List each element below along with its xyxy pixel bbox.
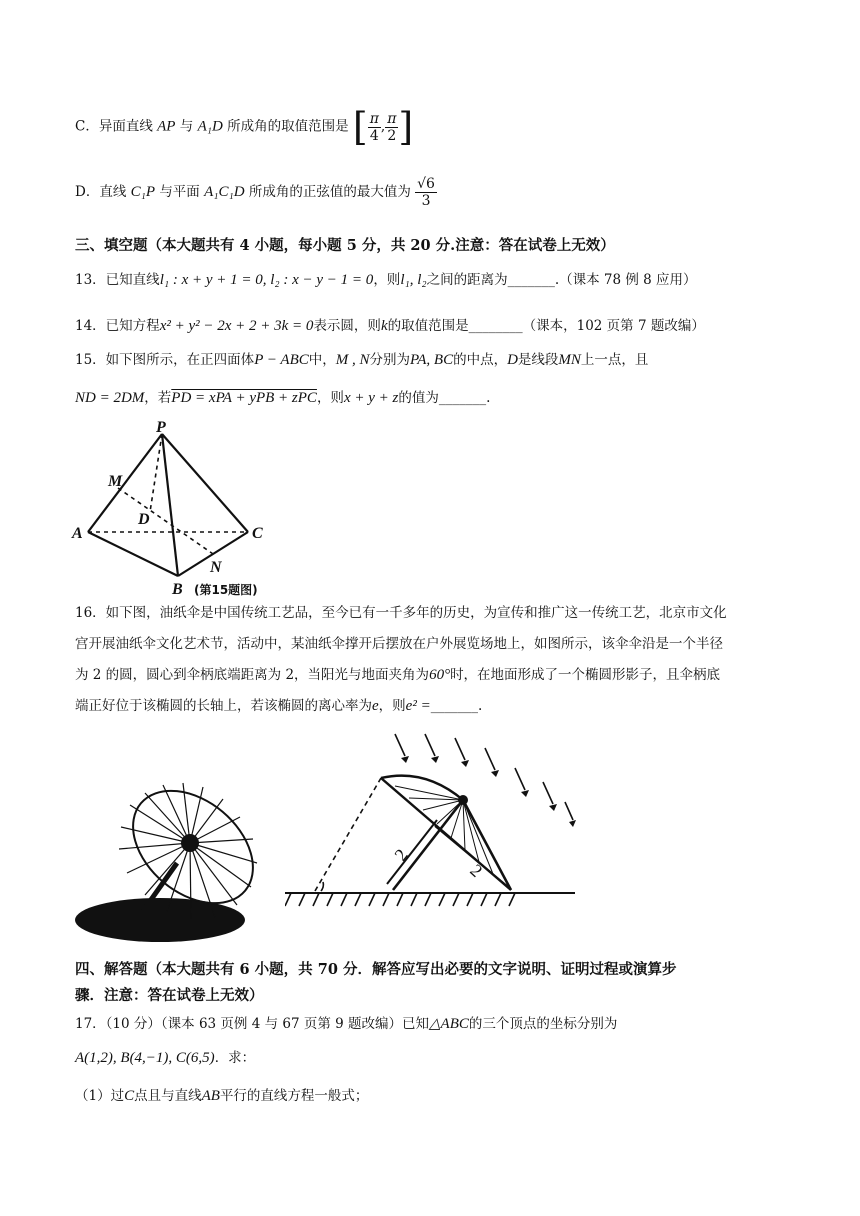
section-4-heading-line-1: 四、解答题（本大题共有 6 小题，共 70 分．解答应写出必要的文字说明、证明过程或演算步: [75, 961, 677, 978]
ground-hatching: [285, 893, 515, 906]
diagram-hub: [458, 795, 468, 805]
label-n: N: [210, 559, 222, 576]
option-d: D．直线 C₁P 与平面 A₁C₁D 所成角的正弦值的最大值为 $\frac{√6}{3}$: [75, 176, 435, 209]
section-4-heading-line-2: 骤．注意：答在试卷上无效）: [75, 987, 264, 1004]
edge-pa: [88, 434, 162, 532]
question-17-line-2: A(1,2), B(4,−1), C(6,5)．求：: [75, 1050, 256, 1066]
label-p: P: [156, 419, 166, 436]
question-17-line-1: 17．（10 分）（课本 63 页例 4 与 67 页第 9 题改编）已知△ABC的三个顶点的坐标分别为: [75, 1016, 618, 1032]
question-16: 16．如下图，油纸伞是中国传统工艺品，至今已有一千多年的历史，为宣传和推广这一传统工艺，北京市文化 宫开展油纸伞文化艺术节，活动中，某油纸伞撑开后摆放在户外展览场地上，如图所示，该伞伞沿是一个半径 为 2 的圆，圆心到伞柄底端距离为 2，当阳光与地面夹角为60°时，在地面形成了一个椭圆形影子，且伞柄底 端正好位于该椭圆的长轴上，若该椭圆的离心率为e，则e² =_______.: [75, 605, 727, 714]
label-m: M: [108, 473, 123, 490]
umbrella-picture: [75, 735, 275, 945]
label-d: D: [138, 511, 150, 528]
label-a: A: [72, 525, 83, 542]
question-13: 13．已知直线l₁ : x + y + 1 = 0, l₂ : x − y − 1 = 0，则l₁, l₂之间的距离为_______.（课本 78 例 8 应用）: [75, 272, 697, 288]
tetrahedron-figure: [70, 418, 290, 600]
question-15-line-2: ND = 2DM，若PD = xPA + yPB + zPC，则x + y + z的值为_______.: [75, 390, 491, 406]
figure-caption: (第15题图): [194, 583, 258, 597]
edge-pb: [162, 434, 178, 576]
left-bracket: [: [352, 105, 368, 149]
angle-arc: [321, 882, 323, 891]
edge-pc: [162, 434, 248, 532]
dimension-label-1: 2: [390, 845, 412, 865]
option-c: C．异面直线 AP 与 A₁D 所成角的取值范围是 [ $\frac{\pi}{4}$ , $\frac{\pi}{2}$ ]: [75, 105, 414, 149]
dimension-label-2: 2: [466, 860, 487, 881]
umbrella-diagram: [285, 728, 580, 913]
umbrella-shadow: [75, 898, 245, 942]
fraction-pi-2: $\frac{\pi}{2}$: [387, 110, 397, 144]
segment-mn: [118, 488, 216, 556]
section-3-heading: 三、填空题（本大题共有 4 小题，每小题 5 分，共 20 分.注意：答在试卷上无效）: [75, 237, 615, 254]
fraction-pi-4: $\frac{\pi}{4}$: [369, 110, 379, 144]
light-ray-dashed: [315, 778, 381, 891]
label-c: C: [252, 525, 263, 542]
umbrella-hub: [181, 834, 199, 852]
fraction-sqrt6-3: $\frac{√6}{3}$: [417, 176, 435, 209]
question-15-line-1: 15．如下图所示，在正四面体P − ABC中，M , N分别为PA, BC的中点，D是线段MN上一点，且: [75, 352, 649, 368]
question-14: 14．已知方程x² + y² − 2x + 2 + 3k = 0表示圆，则k的取值范围是________（课本，102 页第 7 题改编）: [75, 318, 705, 334]
umbrella-handle-line: [393, 800, 463, 890]
edge-ab: [88, 532, 178, 576]
question-17-part-1: （1）过C点且与直线AB平行的直线方程一般式；: [75, 1088, 369, 1104]
label-b: B: [172, 581, 183, 598]
right-bracket: ]: [398, 105, 414, 149]
